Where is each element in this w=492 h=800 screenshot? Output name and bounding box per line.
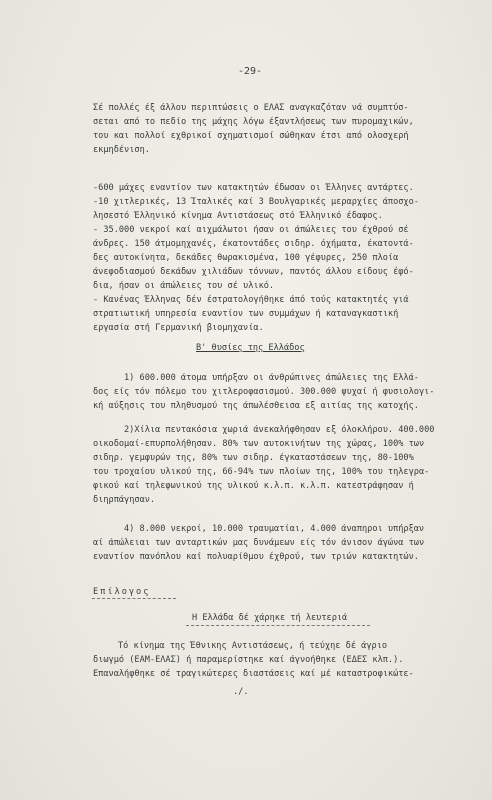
epilogue-subheading: Η Ελλάδα δέ χάρηκε τή λευτεριά: [192, 613, 348, 623]
paragraph-line: δος είς τόν πόλεμο του χιτλεροφασισμού. 300.000 ψυχαί ή φυσιολογι-: [93, 387, 435, 397]
epilogue-subheading-underline: [186, 625, 370, 626]
list-item: στρατιωτική υπηρεσία εναντίον των συμμάχων ή καταναγκαστική: [93, 309, 399, 319]
section-heading: Β' θυσίες της Ελλάδος: [196, 343, 305, 353]
paragraph-line: κή αύξησις του πληθυσμού της άπωλέσθεισα εξ αιτίας της κατοχής.: [93, 401, 419, 411]
intro-line: σεται από το πεδίο της μάχης λόγω έξαντλήσεως των πυρομαχικών,: [93, 117, 414, 127]
paragraph-line: εναντίον πανόπλου καί πολυαρίθμου έχθρού, των τριών κατακτητών.: [93, 552, 419, 562]
paragraph-line: αί άπώλειαι των ανταρτικών μας δυνάμεων είς τόν άνισον άγώνα των: [93, 538, 425, 548]
epilogue-heading-underline: [92, 598, 176, 599]
list-item: δες αυτοκίνητα, δεκάδες θωρακισμένα, 100 γέφυρες, 250 πλοία: [93, 253, 399, 263]
list-item: -600 μάχες εναντίον των κατακτητών έδωσαν οι Έλληνες αντάρτες.: [93, 183, 414, 193]
list-item: δια, ήσαν οι άπώλειες του σέ υλικό.: [93, 281, 275, 291]
epilogue-line: διωγμό (ΕΑΜ-ΕΛΑΣ) ή παραμερίστηκε καί άγνοήθηκε (ΕΔΕΣ κλπ.).: [93, 655, 404, 665]
paragraph-line: 4) 8.000 νεκροί, 10.000 τραυματίαι, 4.000 άναπηροι υπήρξαν: [124, 524, 425, 534]
intro-line: του και πολλοί εχθρικοί σχηματισμοί σώθηκαν έτσι από ολοσχερή: [93, 131, 409, 141]
epilogue-line: Επαναλήφθηκε σέ τραγικώτερες διαστάσεις καί μέ καταστροφικώτε-: [93, 669, 414, 679]
list-item: άνδρες. 150 άτμομηχανές, έκατοντάδες σιδηρ. όχήματα, έκατοντά-: [93, 239, 414, 249]
list-item: άνεφοδιασμού δεκάδων χιλιάδων τόννων, παντός άλλου είδους έφό-: [93, 267, 414, 277]
paragraph-line: 2)Χίλια πεντακόσια χωριά άνεκαλήφθησαν εξ όλοκλήρου. 400.000: [124, 425, 435, 435]
list-item: - 35.000 νεκροί καί αιχμάλωτοι ήσαν οι άπώλειες του έχθρού σέ: [93, 225, 409, 235]
paragraph-line: φικού καί τηλεφωνικού της υλικού κ.λ.π. κ.λ.π. κατεστράφησαν ή: [93, 481, 414, 491]
list-item: - Κανένας Έλληνας δέν έστρατολογήθηκε άπό τούς κατακτητές γιά: [93, 295, 409, 305]
paragraph-line: του τροχαίου υλικού της, 66-94% των πλοίων της, 100% του τηλεγρα-: [93, 467, 430, 477]
list-item: λησεστό Έλληνικό κίνημα Αντιστάσεως στό Έλληνικό έδαφος.: [93, 211, 383, 221]
intro-line: εκμηδένιση.: [93, 145, 150, 155]
paragraph-line: διηρπάγησαν.: [93, 495, 156, 505]
list-item: -10 χιτλερικές, 13 Ίταλικές καί 3 Βουλγαρικές μεραρχίες άποσχο-: [93, 197, 419, 207]
epilogue-heading: Επίλογος: [93, 587, 151, 597]
paragraph-line: οικοδομαί-επυρπολήθησαν. 80% των αυτοκινήτων της χώρας, 100% των: [93, 439, 425, 449]
page-number: -29-: [238, 66, 263, 77]
paragraph-line: 1) 600.000 άτομα υπήρξαν οι άνθρώπινες άπώλειες της Ελλά-: [124, 373, 419, 383]
paragraph-line: σιδηρ. γεμφυρών της, 80% των σιδηρ. έγκαταστάσεων της, 80-100%: [93, 453, 414, 463]
epilogue-line: Τό κίνημα της Έθνικης Αντιστάσεως, ή τεύχηε δέ άγριο: [118, 641, 388, 651]
continuation-mark: ./.: [233, 687, 249, 697]
intro-line: Σέ πολλές έξ άλλου περιπτώσεις ο ΕΛΑΣ αναγκαζόταν νά συμπτύσ-: [93, 103, 409, 113]
list-item: εργασία στή Γερμανική βιομηχανία.: [93, 323, 264, 333]
